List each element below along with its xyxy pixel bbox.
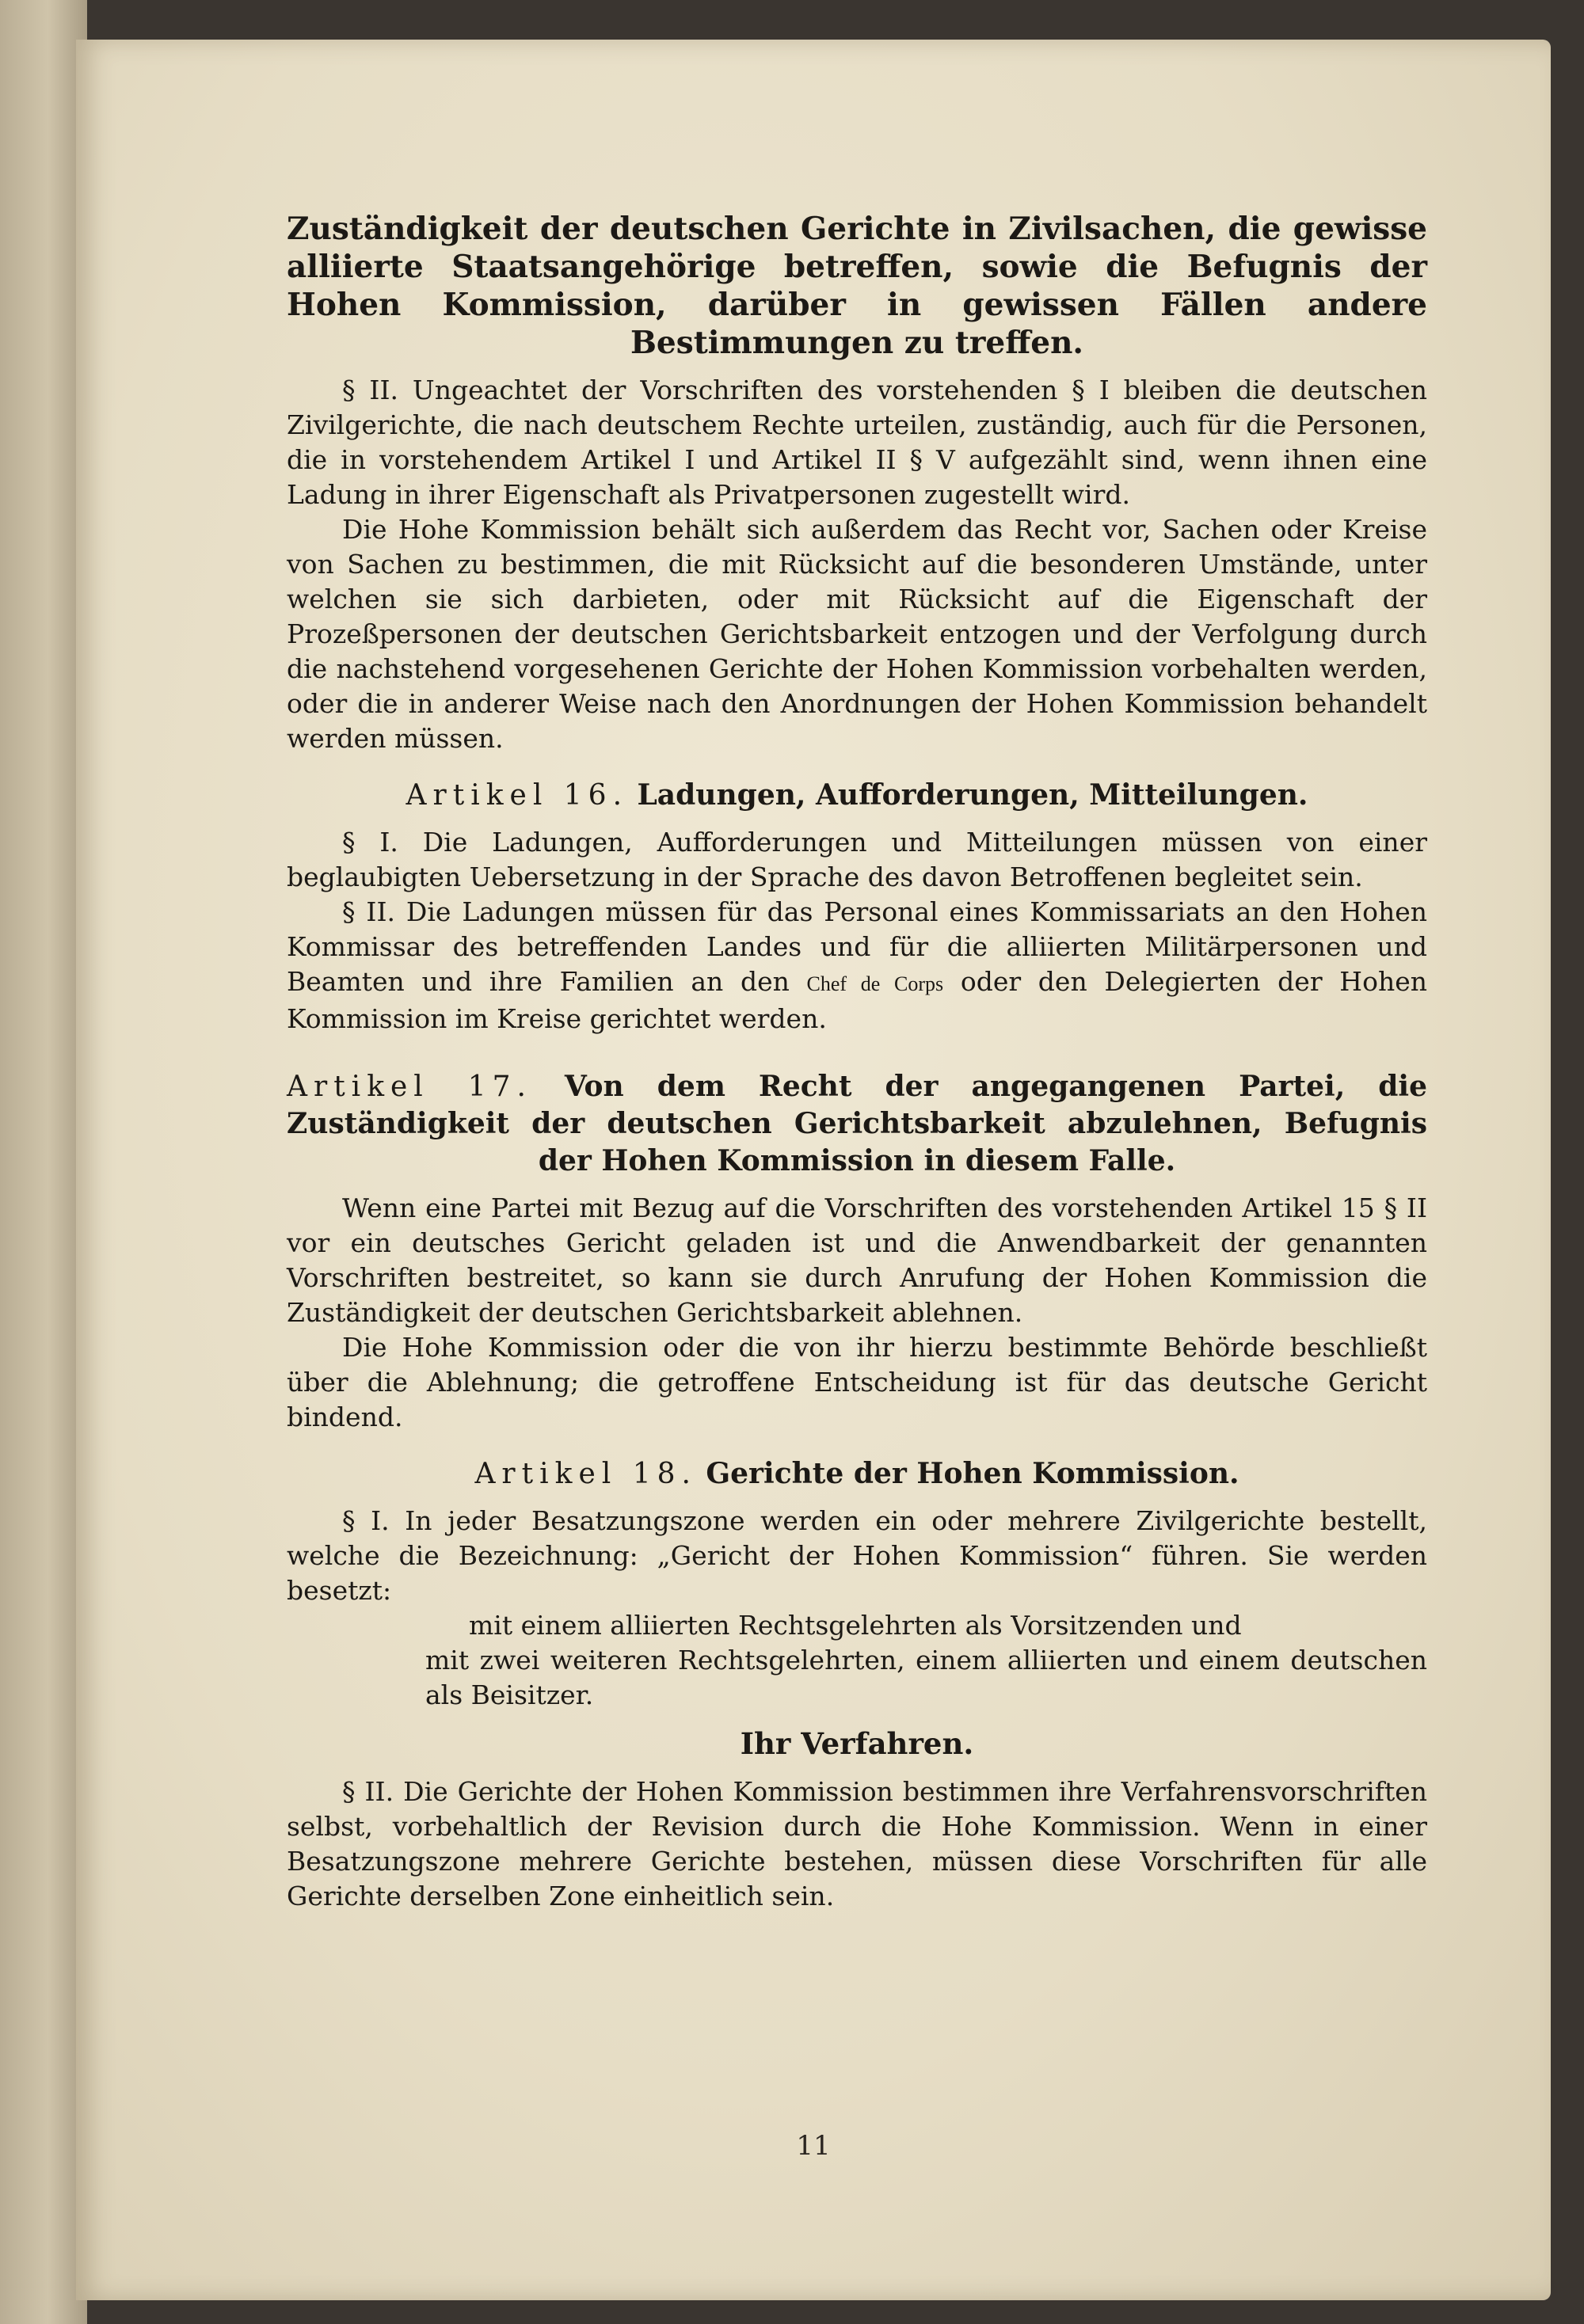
- previous-page-edge: [0, 0, 87, 2324]
- article-17-heading: [287, 1068, 1427, 1180]
- article-16-heading: [287, 777, 1427, 814]
- article-17-label: Artikel 17.: [287, 1071, 532, 1103]
- article-17-paragraph-2: Die Hohe Kommission oder die von ihr hierzu bestimmte Behörde beschließt über die Ablehnung; die getroffene Entscheidung ist für das deutsche Gericht bindend.: [287, 1332, 1427, 1432]
- chef-de-corps: Chef de Corps: [806, 972, 944, 995]
- page-content: [287, 210, 1427, 1914]
- article-17-title: Von dem Recht der angegangenen Partei, die Zuständigkeit der deutschen Gerichtsbarkeit abzulehnen, Befugnis der Hohen Kommission in diesem Falle.: [287, 1070, 1428, 1177]
- article-16-section-1: § I. Die Ladungen, Aufforderungen und Mitteilungen müssen von einer beglaubigten Uebersetzung in der Sprache des davon Betroffenen begleitet sein.: [287, 827, 1427, 892]
- article-16-label: Artikel 16.: [406, 779, 629, 812]
- page-number: 11: [796, 2130, 831, 2162]
- article-18-members: [287, 1608, 1427, 1713]
- article-18-section-2: § II. Die Gerichte der Hohen Kommission bestimmen ihre Verfahrensvorschriften selbst, vorbehaltlich der Revision durch die Hohe Kommission. Wenn in einer Besatzungszone mehrere Gerichte bestehen, müssen diese Vorschriften für alle Gerichte derselben Zone einheitlich sein.: [287, 1776, 1427, 1911]
- article-18-label: Artikel 18.: [474, 1458, 697, 1490]
- paragraph-section-2: § II. Ungeachtet der Vorschriften des vorstehenden § I bleiben die deutschen Zivilgerichte, die nach deutschem Rechte urteilen, zuständig, auch für die Personen, die in vorstehendem Artikel I und Artikel II § V aufgezählt sind, wenn ihnen eine Ladung in ihrer Eigenschaft als Privatpersonen zugestellt wird.: [287, 375, 1427, 510]
- section-heading-continuation: Zuständigkeit der deutschen Gerichte in Zivilsachen, die gewisse alliierte Staatsangehörige betreffen, sowie die Befugnis der Hohen Kommission, darüber in gewissen Fällen andere Bestimmungen zu treffen.: [287, 211, 1427, 361]
- article-16-section-2-text-a: § II. Die Ladungen müssen für das Personal eines Kommissariats an den Hohen Kommissar des betreffenden Landes und für die alliierten Militärpersonen und Beamten und ihre Familien an den: [287, 896, 1427, 997]
- article-16-section-2: [287, 895, 1427, 1036]
- article-18-title: Gerichte der Hohen Kommission.: [706, 1457, 1239, 1490]
- article-18-heading: [287, 1455, 1427, 1493]
- article-16-section-2-text-b: oder den Delegierten der Hohen Kommission im Kreise gerichtet werden.: [287, 966, 1427, 1034]
- article-18-members-line-1: mit einem alliierten Rechtsgelehrten als Vorsitzenden und: [469, 1610, 1242, 1641]
- article-16-title: Ladungen, Aufforderungen, Mitteilungen.: [637, 778, 1308, 812]
- article-18-section-1: § I. In jeder Besatzungszone werden ein oder mehrere Zivilgerichte bestellt, welche die Bezeichnung: „Gericht der Hohen Kommission“ führen. Sie werden besetzt:: [287, 1505, 1427, 1606]
- paragraph-hohe-kommission: Die Hohe Kommission behält sich außerdem das Recht vor, Sachen oder Kreise von Sachen zu bestimmen, die mit Rücksicht auf die besonderen Umstände, unter welchen sie sich darbieten, oder mit Rücksicht auf die Eigenschaft der Prozeßpersonen der deutschen Gerichtsbarkeit entzogen und der Verfolgung durch die nachstehend vorgesehenen Gerichte der Hohen Kommission vorbehalten werden, oder die in anderer Weise nach den Anordnungen der Hohen Kommission behandelt werden müssen.: [287, 514, 1427, 754]
- document-page: [76, 40, 1551, 2300]
- article-17-paragraph-1: Wenn eine Partei mit Bezug auf die Vorschriften des vorstehenden Artikel 15 § II vor ein deutsches Gericht geladen ist und die Anwendbarkeit der genannten Vorschriften bestreitet, so kann sie durch Anrufung der Hohen Kommission die Zuständigkeit der deutschen Gerichtsbarkeit ablehnen.: [287, 1192, 1427, 1328]
- article-18-members-line-2: mit zwei weiteren Rechtsgelehrten, einem alliierten und einem deutschen als Beisitzer.: [425, 1645, 1427, 1710]
- article-18-subheading: Ihr Verfahren.: [740, 1726, 974, 1761]
